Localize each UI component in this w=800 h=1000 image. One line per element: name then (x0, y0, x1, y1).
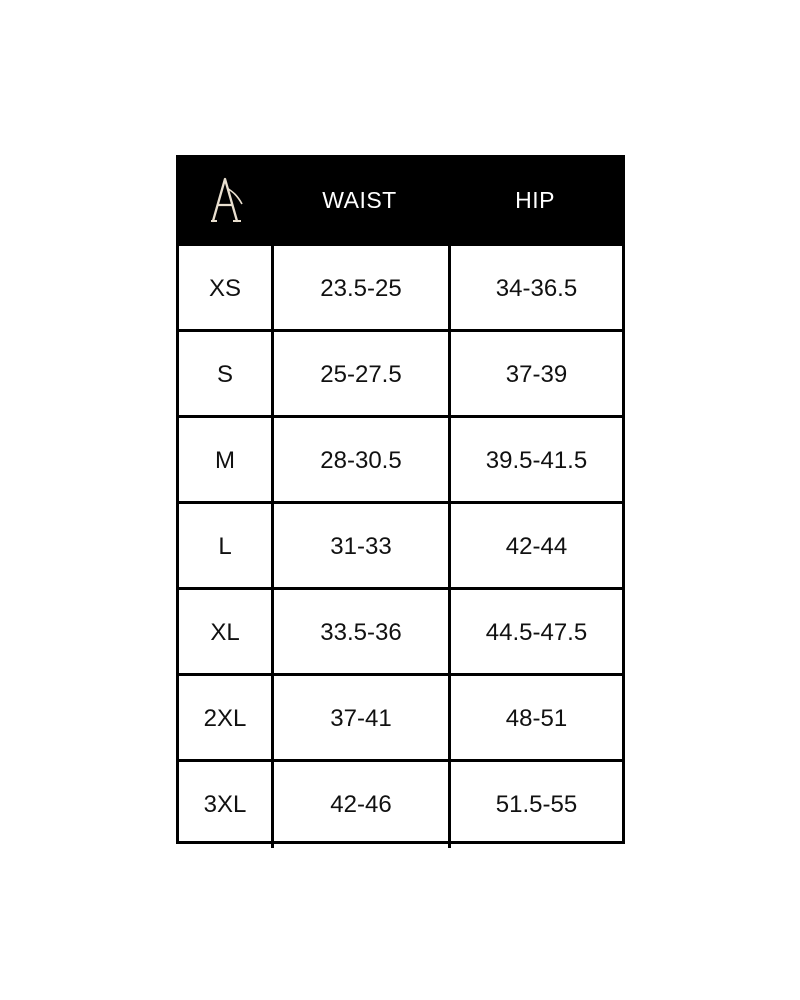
hip-cell: 42-44 (448, 504, 622, 590)
waist-cell: 42-46 (271, 762, 448, 848)
waist-cell: 33.5-36 (271, 590, 448, 676)
size-cell: XL (210, 619, 240, 646)
waist-cell: 28-30.5 (271, 418, 448, 504)
size-cell: L (218, 533, 232, 560)
table-row-l (179, 501, 622, 587)
size-cell: 3XL (203, 791, 247, 818)
size-cell: M (215, 447, 235, 474)
table-row-xl (179, 587, 622, 673)
hip-cell: 34-36.5 (448, 246, 622, 332)
size-cell: XS (208, 275, 241, 302)
hip-cell: 48-51 (448, 676, 622, 762)
waist-column-header: WAIST (322, 187, 397, 213)
hip-cell: 37-39 (448, 332, 622, 418)
table-row-m (179, 415, 622, 501)
size-cell: S (216, 361, 233, 388)
hip-column-header: HIP (515, 187, 555, 213)
waist-cell: 25-27.5 (271, 332, 448, 418)
table-header (179, 158, 622, 243)
hip-cell: 51.5-55 (448, 762, 622, 848)
waist-cell: 23.5-25 (271, 246, 448, 332)
table-row-2xl (179, 673, 622, 759)
brand-logo-icon (203, 177, 247, 225)
size-cell: 2XL (203, 705, 247, 732)
size-chart-table (176, 155, 625, 844)
table-row-3xl (179, 759, 622, 845)
hip-cell: 39.5-41.5 (448, 418, 622, 504)
hip-cell: 44.5-47.5 (448, 590, 622, 676)
table-row-xs (179, 243, 622, 329)
waist-cell: 31-33 (271, 504, 448, 590)
waist-cell: 37-41 (271, 676, 448, 762)
table-row-s (179, 329, 622, 415)
logo-cell (179, 158, 271, 243)
